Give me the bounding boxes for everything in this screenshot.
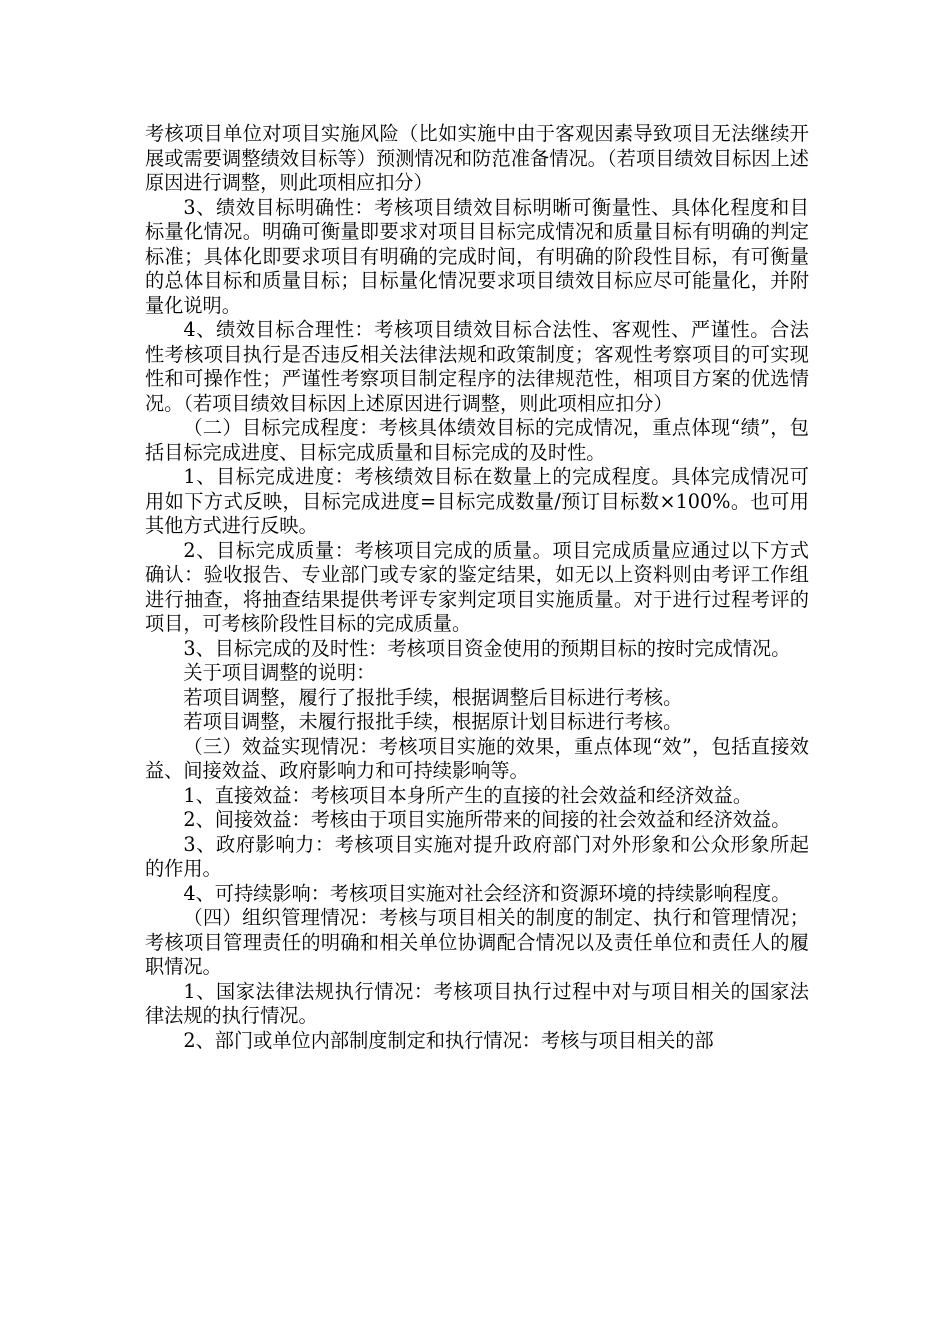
paragraph-adjustment-approved: 若项目调整，履行了报批手续，根据调整后目标进行考核。 [183, 685, 683, 709]
document-page [145, 122, 809, 1053]
paragraph-goal-rationality: 4、绩效目标合理性：考核项目绩效目标合法性、客观性、严谨性。合法性考核项目执行是否违反相关法律法规和政策制度；客观性考察项目的可实现性和可操作性；严谨性考察项目制定程序的法律规范性，相项目方案的优选情况。（若项目绩效目标因上述原因进行调整，则此项相应扣分） [145, 318, 809, 415]
paragraph-goal-clarity: 3、绩效目标明确性：考核项目绩效目标明晰可衡量性、具体化程度和目标量化情况。明确可衡量即要求对项目目标完成情况和质量目标有明确的判定标准；具体化即要求项目有明确的完成时间，有明确的阶段性目标，有可衡量的总体目标和质量目标；目标量化情况要求项目绩效目标应尽可能量化，并附量化说明。 [145, 195, 809, 317]
section-heading-benefits: （三）效益实现情况：考核项目实施的效果，重点体现“效”，包括直接效益、间接效益、政府影响力和可持续影响等。 [145, 734, 809, 782]
section-heading-management: （四）组织管理情况：考核与项目相关的制度的制定、执行和管理情况；考核项目管理责任的明确和相关单位协调配合情况以及责任单位和责任人的履职情况。 [145, 906, 809, 978]
paragraph-government-influence: 3、政府影响力：考核项目实施对提升政府部门对外形象和公众形象所起的作用。 [145, 832, 809, 880]
paragraph-direct-benefit: 1、直接效益：考核项目本身所产生的直接的社会效益和经济效益。 [183, 783, 753, 807]
paragraph-adjustment-note-title: 关于项目调整的说明： [183, 661, 376, 684]
paragraph-completion-progress: 1、目标完成进度：考核绩效目标在数量上的完成程度。具体完成情况可用如下方式反映，目标完成进度=目标完成数量/预订目标数×100%。也可用其他方式进行反映。 [145, 465, 809, 537]
paragraph-internal-rules: 2、部门或单位内部制度制定和执行情况：考核与项目相关的部 [183, 1028, 714, 1052]
paragraph-national-law: 1、国家法律法规执行情况：考核项目执行过程中对与项目相关的国家法律法规的执行情况。 [145, 979, 809, 1027]
paragraph-risk-forecast: 考核项目单位对项目实施风险（比如实施中由于客观因素导致项目无法继续开展或需要调整绩效目标等）预测情况和防范准备情况。（若项目绩效目标因上述原因进行调整，则此项相应扣分） [145, 122, 809, 194]
paragraph-adjustment-unapproved: 若项目调整，未履行报批手续，根据原计划目标进行考核。 [183, 710, 683, 733]
paragraph-completion-timeliness: 3、目标完成的及时性：考核项目资金使用的预期目标的按时完成情况。 [183, 636, 791, 660]
paragraph-sustainable-impact: 4、可持续影响：考核项目实施对社会经济和资源环境的持续影响程度。 [183, 881, 791, 905]
paragraph-completion-quality: 2、目标完成质量：考核项目完成的质量。项目完成质量应通过以下方式确认：验收报告、专业部门或专家的鉴定结果，如无以上资料则由考评工作组进行抽查，将抽查结果提供考评专家判定项目实施质量。对于进行过程考评的项目，可考核阶段性目标的完成质量。 [145, 538, 809, 635]
paragraph-indirect-benefit: 2、间接效益：考核由于项目实施所带来的间接的社会效益和经济效益。 [183, 808, 791, 831]
section-heading-goal-completion: （二）目标完成程度：考核具体绩效目标的完成情况，重点体现“绩”，包括目标完成进度、目标完成质量和目标完成的及时性。 [145, 416, 809, 464]
